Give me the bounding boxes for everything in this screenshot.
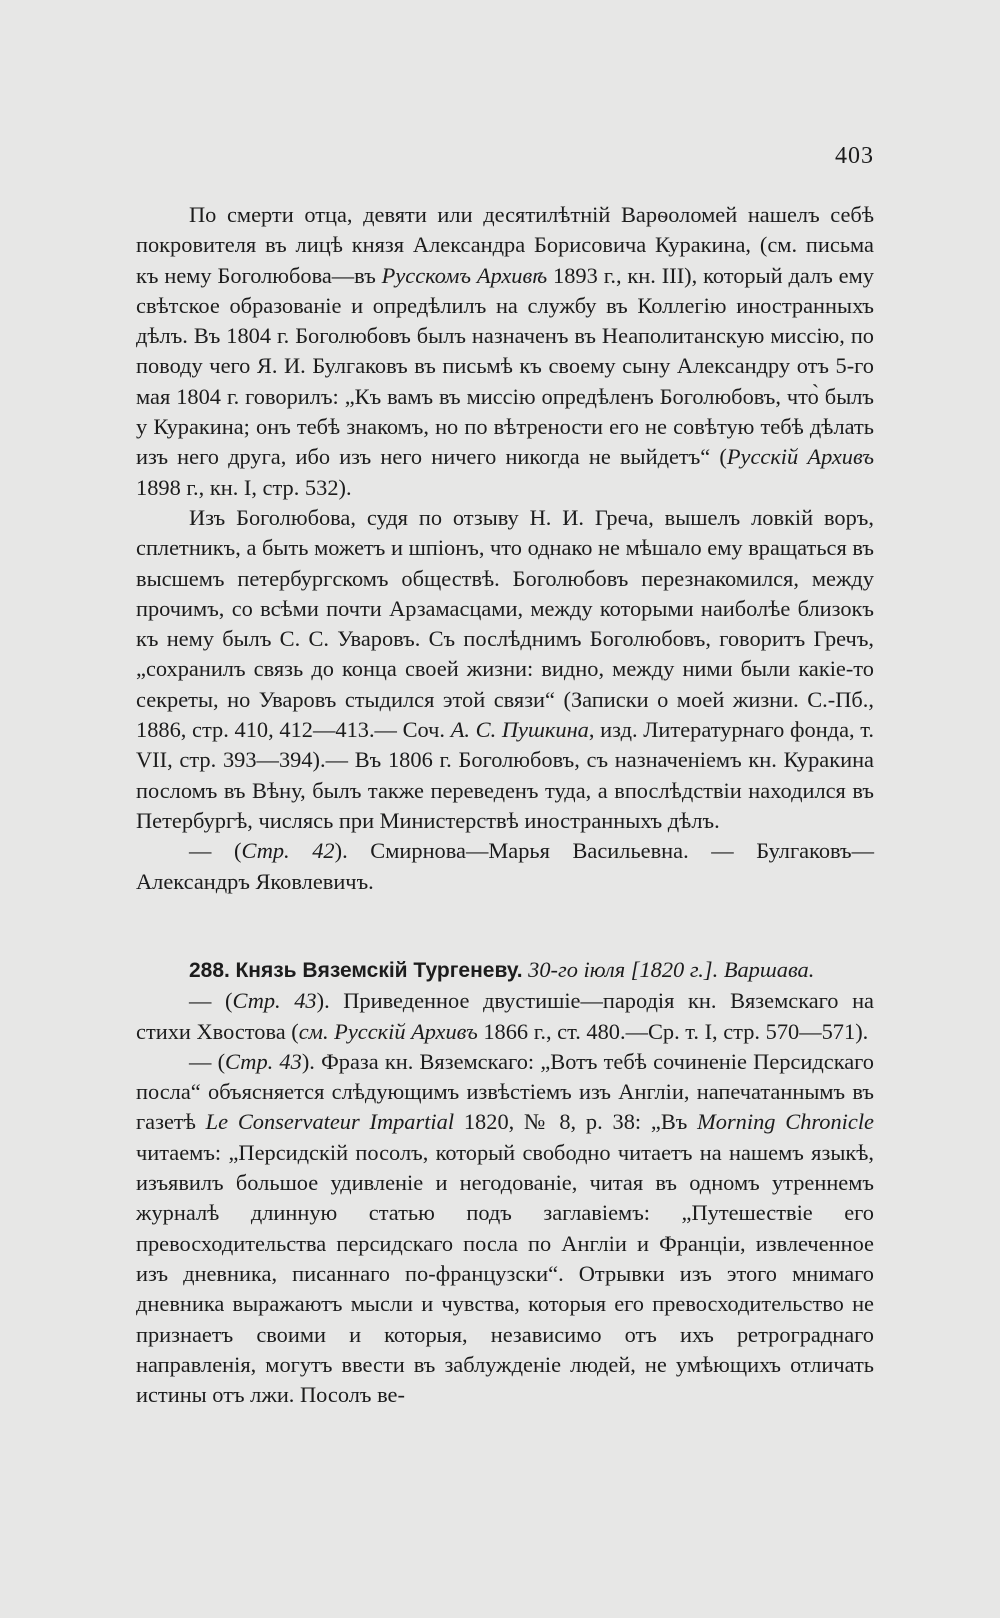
- text-run: ). Фраза кн. Вяземскаго: „Вотъ тебѣ сочиненіе Персидскаго посла“ объясняется слѣдующимъ извѣстіемъ изъ Англіи, напечатаннымъ въ газетѣ: [136, 1048, 874, 1135]
- letter-288-section: [136, 955, 874, 1410]
- letter-place: Варшава.: [723, 957, 815, 982]
- letter-title: Князь Вяземскій Тургеневу.: [235, 959, 523, 982]
- text-run: читаемъ: „Персидскій посолъ, который свободно читаетъ на нашемъ языкѣ, изъявилъ большое удивленіе и негодованіе, читая въ одномъ утреннемъ журналѣ длинную статью подъ заглавіемъ: „Путешествіе его превосходительства персидскаго посла по Англіи и Франціи, извлеченное изъ дневника, писаннаго по-французски“. Отрывки изъ этого мнимаго дневника выражаютъ мысли и чувства, которыя его превосходительство не признаетъ своими и которыя, независимо отъ ихъ ретрограднаго направленія, могутъ ввести въ заблужденіе людей, не умѣющихъ отличать истины отъ лжи. Посолъ ве-: [136, 1139, 874, 1408]
- letter-number: 288.: [189, 959, 230, 982]
- text-run: — (: [189, 988, 233, 1014]
- letter-heading: [136, 955, 874, 986]
- italic-page-ref: Стр. 43: [232, 988, 317, 1014]
- italic-page-ref: Стр. 42: [241, 838, 335, 864]
- text-run: — (: [189, 1048, 226, 1074]
- text-run: По смерти отца, девяти или десятилѣтній Варѳоломей нашелъ себѣ покровителя въ лицѣ князя Александра Борисовича Куракина, (см. письма къ нему Боголюбова—въ: [136, 202, 874, 288]
- page-number: 403: [835, 143, 874, 169]
- italic-page-ref: Стр. 43: [225, 1048, 302, 1074]
- text-run: — (: [189, 838, 242, 864]
- text-run: , изд. Литературнаго фонда, т. VII, стр. 393—394).— Въ 1806 г. Боголюбовъ, съ назначеніемъ кн. Куракина посломъ въ Вѣну, былъ также переведенъ туда, а впослѣдствіи находился въ Петербургѣ, числясь при Министерствѣ иностранныхъ дѣлъ.: [136, 717, 874, 833]
- text-run: 1898 г., кн. I, стр. 532).: [136, 474, 352, 500]
- italic-source-title: см. Русскій Архивъ: [298, 1018, 478, 1044]
- italic-source-title: Русскій Архивъ: [726, 444, 874, 470]
- italic-author-name: А. С. Пушкина: [450, 717, 589, 743]
- paragraph-page-43-persian-envoy: [136, 1047, 874, 1411]
- paragraph-grech-account: [136, 503, 874, 836]
- text-run: ). Смирнова—Марья Васильевна. — Булгаковъ—Александръ Яковлевичъ.: [136, 838, 874, 894]
- text-run: ). Приведенное двустишіе—пародія кн. Вяземскаго на стихи Хвостова (: [136, 988, 874, 1044]
- italic-source-title: Русскомъ Архивѣ: [381, 262, 548, 288]
- text-run: Изъ Боголюбова, судя по отзыву Н. И. Греча, вышелъ ловкій воръ, сплетникъ, а быть можетъ и шпіонъ, что однако не мѣшало ему вращаться въ высшемъ петербургскомъ обществѣ. Боголюбовъ перезнакомился, между прочимъ, со всѣми почти Арзамасцами, между которыми наиболѣе близокъ къ нему былъ С. С. Уваровъ. Съ послѣднимъ Боголюбовъ, говоритъ Гречъ, „сохранилъ связь до конца своей жизни: видно, между ними были какіе-то секреты, но Уваровъ стыдился этой связи“ (Записки о моей жизни. С.-Пб., 1886, стр. 410, 412—413.— Соч.: [136, 504, 874, 743]
- text-run: 1866 г., ст. 480.—Ср. т. I, стр. 570—571).: [477, 1018, 869, 1044]
- paragraph-bogolyubov-biography: [136, 200, 874, 503]
- text-run: 1893 г., кн. III), который далъ ему свѣтское образованіе и опредѣлилъ на службу въ Коллегію иностранныхъ дѣлъ. Въ 1804 г. Боголюбовъ былъ назначенъ въ Неаполитанскую миссію, по поводу чего Я. И. Булгаковъ въ письмѣ къ своему сыну Александру отъ 5-го мая 1804 г. говорилъ: „Къ вамъ въ миссію опредѣленъ Боголюбовъ, что̀ былъ у Куракина; онъ тебѣ знакомъ, но по вѣтрености его не совѣтую тебѣ дѣлать изъ него друга, ибо изъ него ничего никогда не выйдетъ“ (: [136, 262, 874, 470]
- italic-newspaper-title: Le Conservateur Impartial: [205, 1109, 455, 1135]
- text-run: 1820, № 8, p. 38: „Въ: [454, 1109, 698, 1135]
- paragraph-page-43-couplet: [136, 986, 874, 1047]
- letter-date: 30-го іюля [1820 г.].: [528, 957, 719, 982]
- italic-newspaper-title: Morning Chronicle: [697, 1109, 874, 1135]
- commentary-section: [136, 200, 874, 897]
- paragraph-page-42-note: [136, 836, 874, 897]
